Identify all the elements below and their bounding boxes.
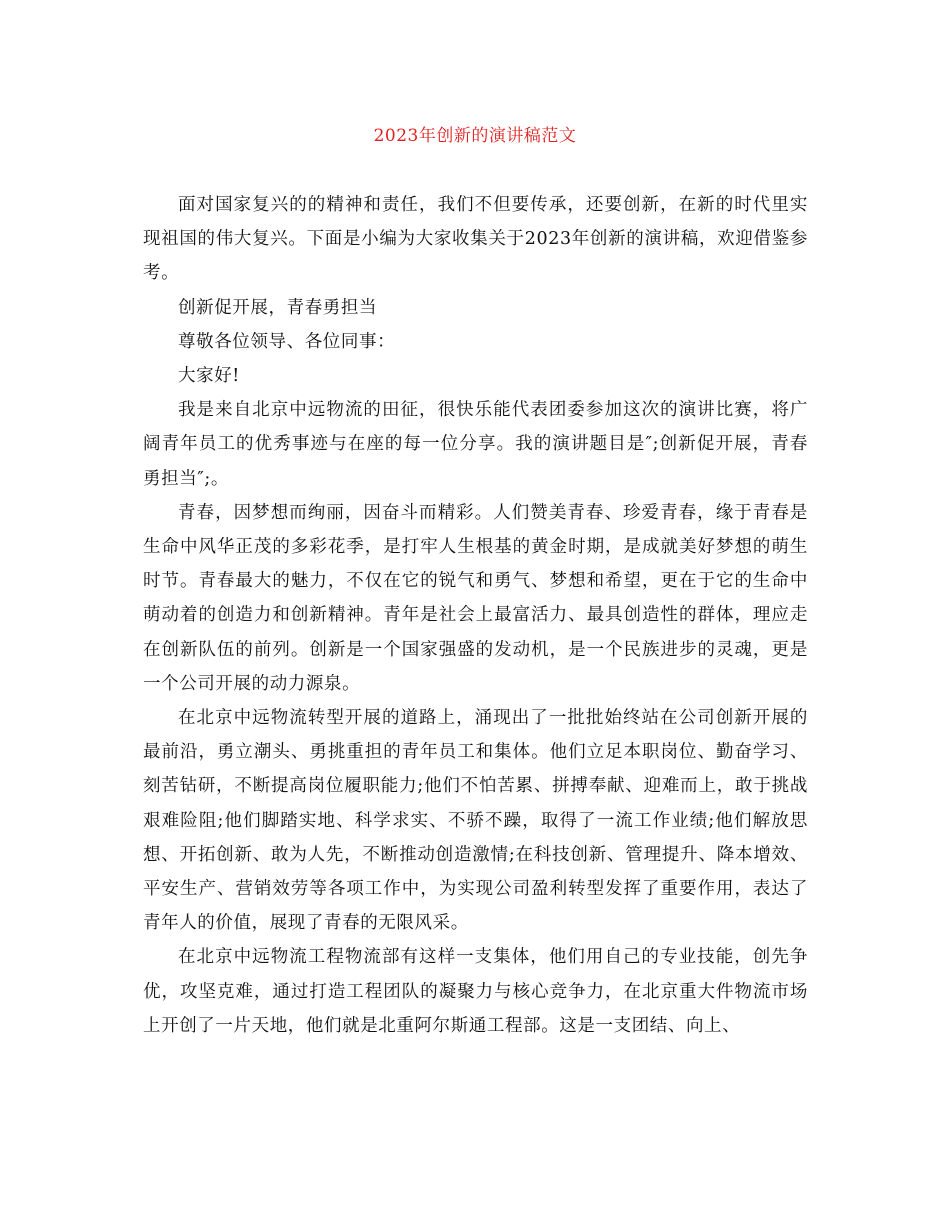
document-title: 2023年创新的演讲稿范文 — [373, 126, 577, 146]
paragraph-salutation: 尊敬各位领导、各位同事： — [178, 331, 396, 352]
document-body — [143, 188, 808, 1043]
paragraph-speech-title: 创新促开展，青春勇担当 — [178, 297, 378, 318]
paragraph-intro: 面对国家复兴的的精神和责任，我们不但要传承，还要创新，在新的时代里实现祖国的伟大复兴。下面是小编为大家收集关于2023年创新的演讲稿，欢迎借鉴参考。 — [143, 195, 808, 284]
paragraph-team: 在北京中远物流工程物流部有这样一支集体，他们用自己的专业技能，创先争优，攻坚克难，通过打造工程团队的凝聚力与核心竞争力，在北京重大件物流市场上开创了一片天地，他们就是北重阿尔斯通工程部。这是一支团结、向上、 — [143, 947, 808, 1036]
paragraph-greeting: 大家好! — [178, 366, 240, 387]
paragraph-youth: 青春，因梦想而绚丽，因奋斗而精彩。人们赞美青春、珍爱青春，缘于青春是生命中风华正茂的多彩花季，是打牢人生根基的黄金时期，是成就美好梦想的萌生时节。青春最大的魅力，不仅在它的锐气和勇气、梦想和希望，更在于它的生命中萌动着的创造力和创新精神。青年是社会上最富活力、最具创造性的群体，理应走在创新队伍的前列。创新是一个国家强盛的发动机，是一个民族进步的灵魂，更是一个公司开展的动力源泉。 — [143, 502, 808, 694]
paragraph-transformation: 在北京中远物流转型开展的道路上，涌现出了一批批始终站在公司创新开展的最前沿，勇立潮头、勇挑重担的青年员工和集体。他们立足本职岗位、勤奋学习、刻苦钻研，不断提高岗位履职能力;他们不怕苦累、拼搏奉献、迎难而上，敢于挑战艰难险阻;他们脚踏实地、科学求实、不骄不躁，取得了一流工作业绩;他们解放思想、开拓创新、敢为人先，不断推动创造激情;在科技创新、管理提升、降本增效、平安生产、营销效劳等各项工作中，为实现公司盈利转型发挥了重要作用，表达了青年人的价值，展现了青春的无限风采。 — [143, 708, 808, 934]
paragraph-self-intro: 我是来自北京中远物流的田征，很快乐能代表团委参加这次的演讲比赛，将广阔青年员工的优秀事迹与在座的每一位分享。我的演讲题目是″;创新促开展，青春勇担当″;。 — [143, 400, 808, 489]
